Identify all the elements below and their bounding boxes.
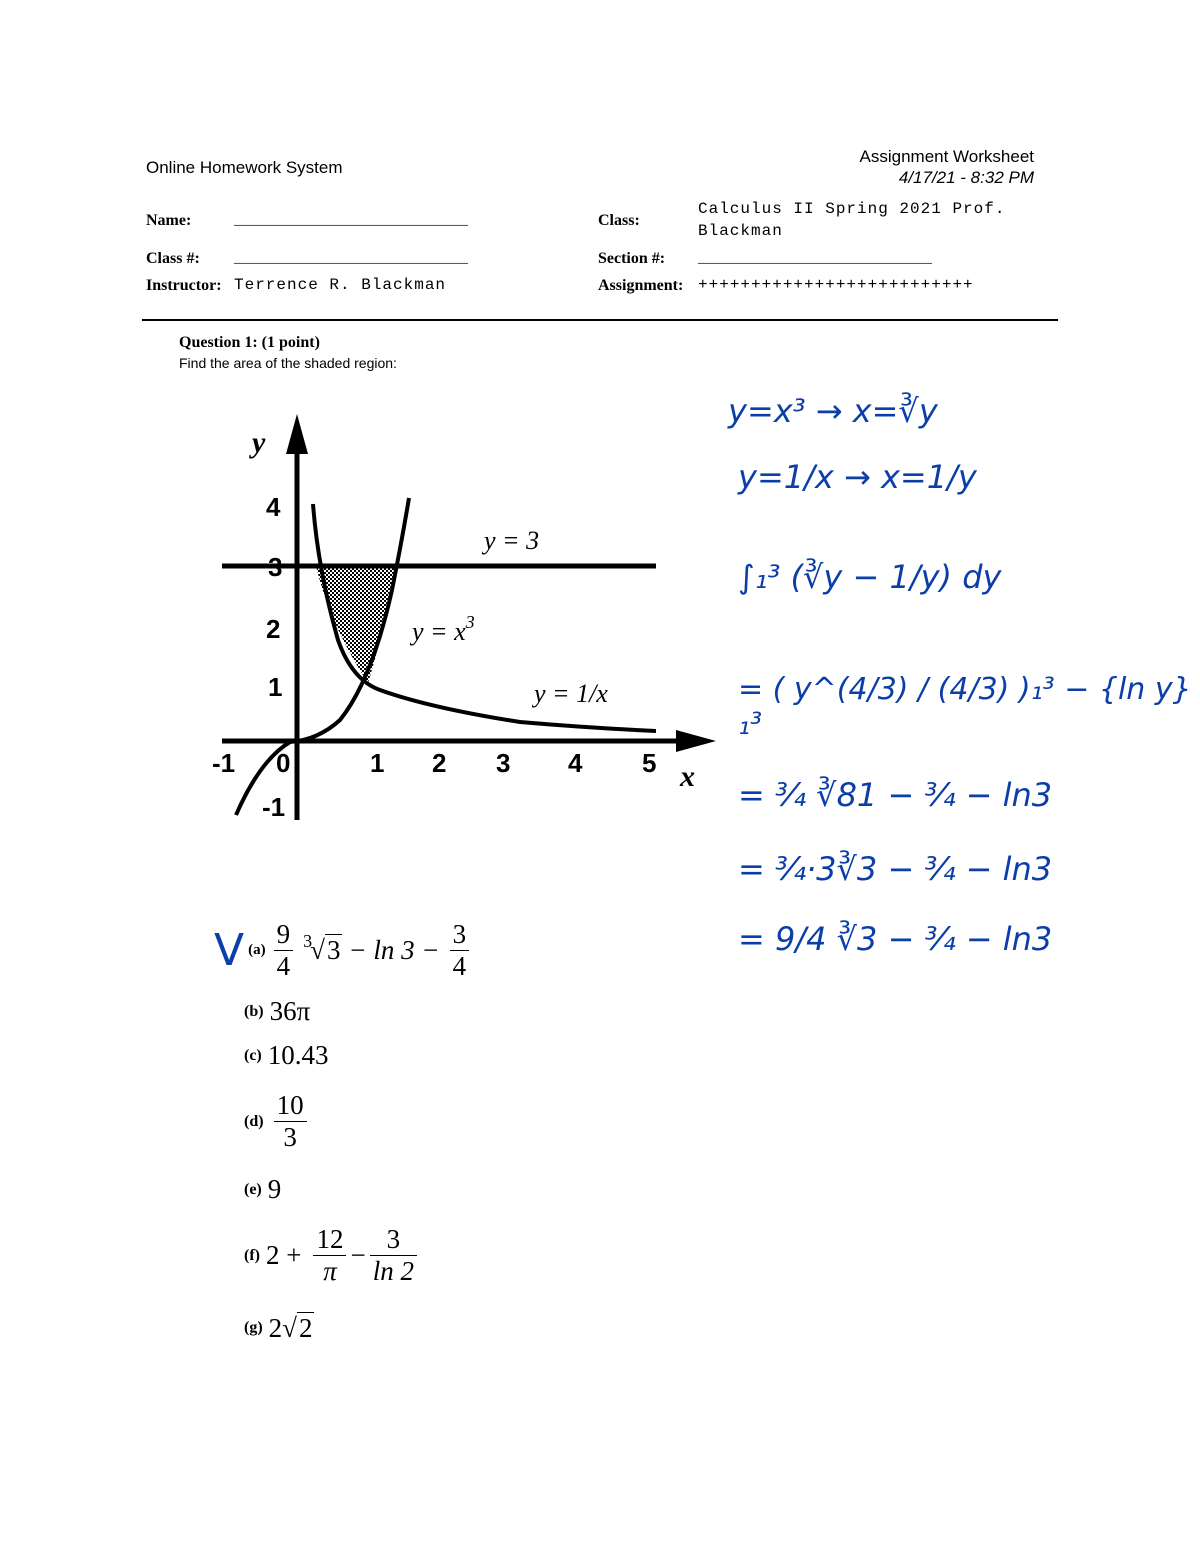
- system-name: Online Homework System: [146, 158, 343, 177]
- label-line-y3: y = 3: [484, 526, 540, 555]
- hw-line-6: = ¾·3∛3 − ¾ − ln3: [738, 850, 1053, 888]
- y-axis-label: y: [252, 426, 266, 459]
- hw-line-4: = ( y^(4/3) / (4/3) )₁³ − {ln y}₁³: [738, 672, 1192, 742]
- class-value-line2: Blackman: [698, 222, 783, 240]
- section-label: Section #:: [598, 250, 666, 267]
- label-cubic: $y = x^3$: [412, 612, 475, 646]
- x-tick-1: 1: [370, 748, 385, 778]
- hw-line-1: y=x³ → x=∛y: [728, 392, 938, 430]
- hw-line-5: = ¾ ∛81 − ¾ − ln3: [738, 776, 1053, 814]
- x-axis-label: x: [680, 760, 695, 793]
- x-tick-2: 2: [432, 748, 447, 778]
- section-field[interactable]: __________________________: [698, 250, 933, 267]
- instructor-value: Terrence R. Blackman: [234, 276, 447, 294]
- hw-line-2: y=1/x → x=1/y: [738, 458, 977, 496]
- class-label: Class:: [598, 212, 640, 229]
- x-tick-0: 0: [276, 748, 291, 778]
- checkmark-icon: V: [214, 924, 245, 976]
- y-tick-4: 4: [266, 492, 281, 522]
- class-value-line1: Calculus II Spring 2021 Prof.: [698, 200, 1006, 218]
- region-graph: [210, 400, 730, 840]
- y-tick-neg1: -1: [262, 792, 286, 822]
- class-number-field[interactable]: __________________________: [234, 250, 469, 267]
- name-field[interactable]: __________________________: [234, 212, 469, 229]
- hw-line-7: = 9/4 ∛3 − ¾ − ln3: [738, 920, 1053, 958]
- instructor-label: Instructor:: [146, 277, 222, 294]
- x-tick-3: 3: [496, 748, 511, 778]
- x-tick-5: 5: [642, 748, 657, 778]
- option-f[interactable]: (f) 2 + $\frac{12}{\pi}$ − $\frac{3}{\ln 2}$: [244, 1224, 421, 1287]
- y-tick-3: 3: [268, 552, 283, 582]
- question-title: Question 1: (1 point): [179, 334, 320, 351]
- option-g[interactable]: (g) 2 √ 2: [244, 1312, 313, 1343]
- y-tick-2: 2: [266, 614, 281, 644]
- y-tick-1: 1: [268, 672, 283, 702]
- name-label: Name:: [146, 212, 192, 229]
- option-e[interactable]: (e) 9: [244, 1174, 282, 1204]
- option-a-label: (a): [248, 941, 266, 958]
- assignment-label: Assignment:: [598, 277, 684, 294]
- option-d[interactable]: (d) $\frac{10}{3}$: [244, 1090, 311, 1153]
- worksheet-title: Assignment Worksheet: [859, 147, 1034, 166]
- assignment-value: ++++++++++++++++++++++++++: [698, 276, 974, 294]
- header-divider: [142, 319, 1058, 321]
- x-tick-4: 4: [568, 748, 583, 778]
- option-a[interactable]: V (a) $\frac{9}{4}$ 3 √ 3 − ln 3 − $\frac{3}{4}$: [214, 920, 473, 980]
- question-prompt: Find the area of the shaded region:: [179, 355, 397, 371]
- option-c[interactable]: (c) 10.43: [244, 1040, 329, 1070]
- x-axis-arrow: [676, 730, 716, 752]
- option-b[interactable]: (b) 36π: [244, 996, 311, 1026]
- class-number-label: Class #:: [146, 250, 200, 267]
- label-reciprocal: y = 1/x: [534, 679, 608, 708]
- worksheet-date: 4/17/21 - 8:32 PM: [898, 168, 1034, 187]
- y-axis-arrow: [286, 414, 308, 454]
- hw-line-3: ∫₁³ (∛y − 1/y) dy: [738, 558, 1002, 596]
- x-tick-neg1: -1: [212, 748, 236, 778]
